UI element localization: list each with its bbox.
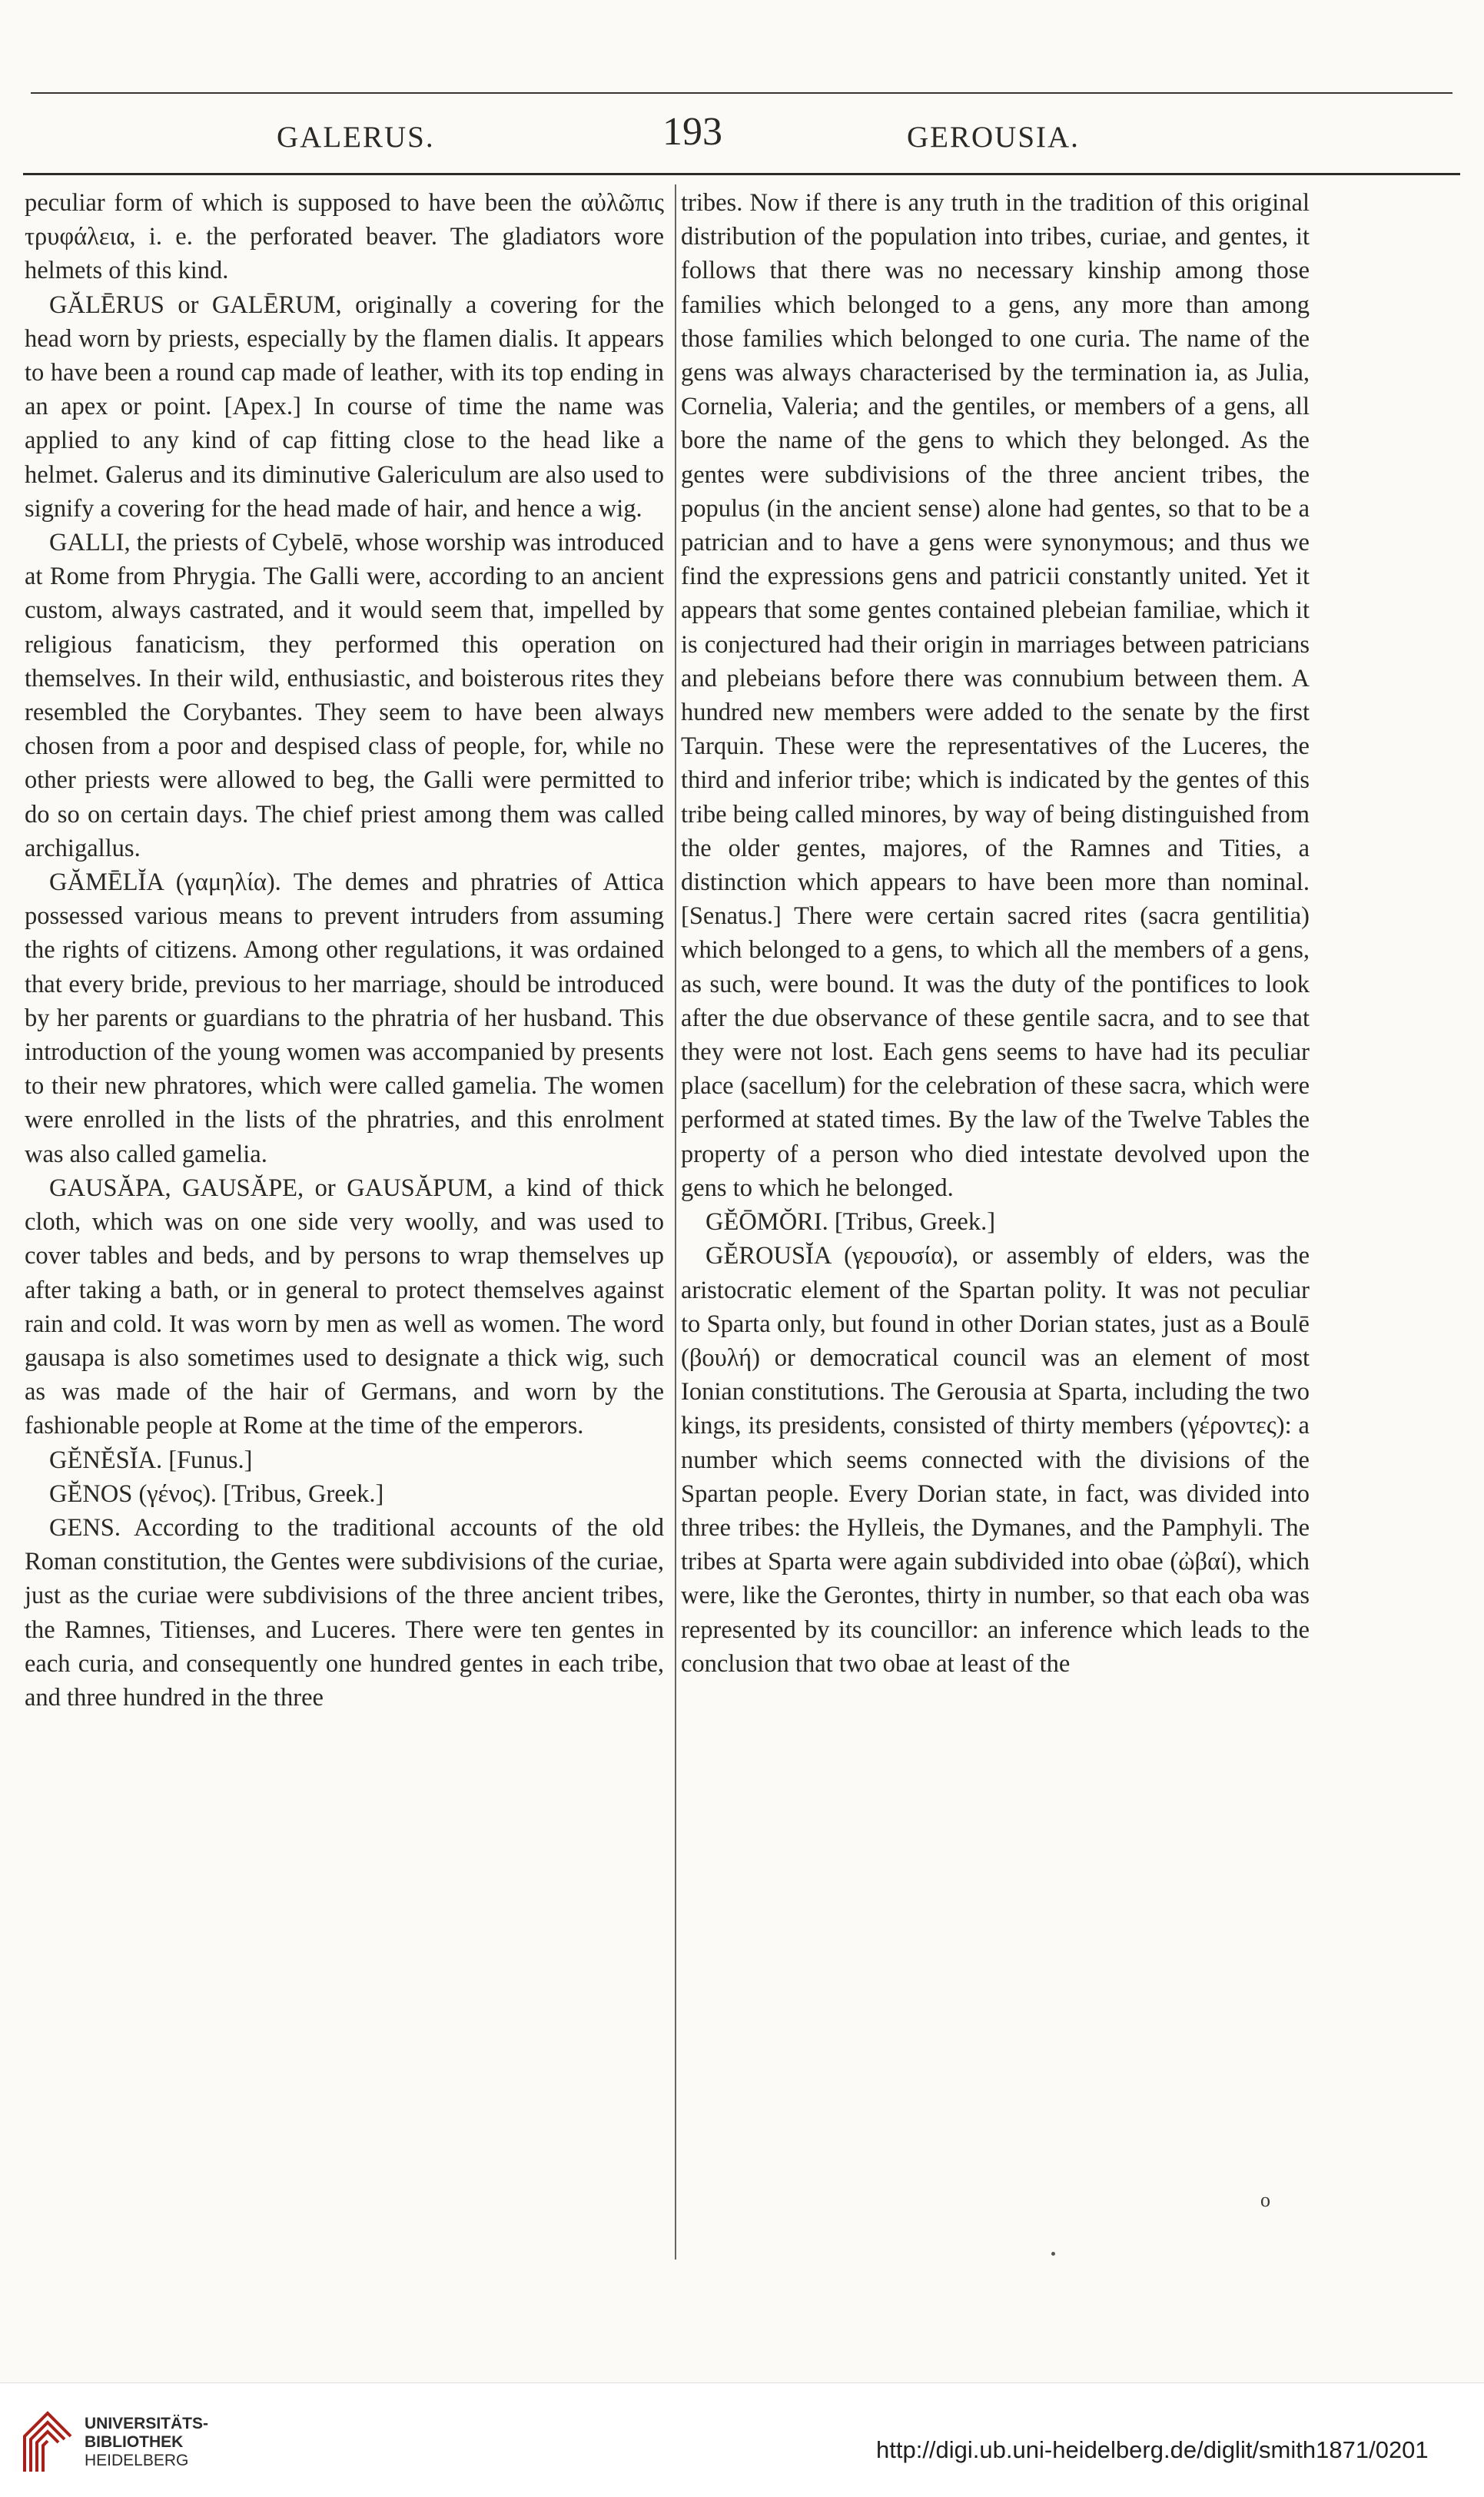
header-left-word: GALERUS.	[277, 121, 435, 154]
logo-line-1: UNIVERSITÄTS-	[85, 2415, 209, 2432]
source-url-link[interactable]: http://digi.ub.uni-heidelberg.de/diglit/smith1871/0201	[876, 2436, 1429, 2463]
logo-line-2: BIBLIOTHEK	[85, 2433, 184, 2451]
paragraph: peculiar form of which is supposed to have been the αὐλῶπις τρυφάλεια, i. e. the perforated beaver. The gladiators wore helmets of this kind.	[25, 189, 664, 285]
entry-galli: GALLI, the priests of Cybelē, whose worship was introduced at Rome from Phrygia. The Galli were, according to an ancient custom, always castrated, and it would seem that, impelled by religious fanaticism, they performed this operation on themselves. In their wild, enthusiastic, and boisterous rites they resembled the Corybantes. They seem to have been always chosen from a poor and despised class of people, for, while no other priests were allowed to beg, the Galli were permitted to do so on certain days. The chief priest among them was called archigallus.	[25, 529, 664, 862]
entry-galerus: GĂLĒRUS or GALĒRUM, originally a covering for the head worn by priests, especially by the flamen dialis. It appears to have been a round cap made of leather, with its top ending in an apex or point. [Apex.] In course of time the name was applied to any kind of cap fitting close to the head like a helmet. Galerus and its diminutive Galericulum are also used to signify a covering for the head made of hair, and hence a wig.	[25, 291, 664, 523]
right-column	[681, 186, 1310, 1681]
signature-mark: o	[1260, 2189, 1270, 2211]
entry-gerousia: GĔROUSĬA (γερουσία), or assembly of elders, was the aristocratic element of the Spartan polity. It was not peculiar to Sparta only, but found in other Dorian states, just as a Boulē (βουλή) or democratical council was an element of most Ionian constitutions. The Gerousia at Sparta, including the two kings, its presidents, consisted of thirty members (γέροντες): a number which seems connected with the divisions of the Spartan people. Every Dorian state, in fact, was divided into three tribes: the Hylleis, the Dymanes, and the Pamphyli. The tribes at Sparta were again subdivided into obae (ὠβαί), which were, like the Gerontes, thirty in number, so that each oba was represented by its councillor: an inference which leads to the conclusion that two obae at least of the	[681, 1242, 1310, 1678]
paragraph-gens-continued: tribes. Now if there is any truth in the tradition of this original distribution of the population into tribes, curiae, and gentes, it follows that there was no necessary kinship among those families which belonged to a gens, any more than among those families which belonged to one curia. The name of the gens was always characterised by the termination ia, as Julia, Cornelia, Valeria; and the gentiles, or members of a gens, all bore the name of the gens to which they belonged. As the gentes were subdivisions of the three ancient tribes, the populus (in the ancient sense) alone had gentes, so that to be a patrician and to have a gens were synonymous; and thus we find the expressions gens and patricii constantly united. Yet it appears that some gentes contained plebeian familiae, which it is conjectured had their origin in marriages between patricians and plebeians before there was connubium between them. A hundred new members were added to the senate by the first Tarquin. These were the representatives of the Luceres, the third and inferior tribe; which is indicated by the gentes of this tribe being called minores, by way of being distinguished from the older gentes, majores, of the Ramnes and Tities, a distinction which appears to have been more than nominal. [Senatus.] There were certain sacred rites (sacra gentilitia) which belonged to a gens, to which all the members of a gens, as such, were bound. It was the duty of the pontifices to look after the due observance of these gentile sacra, and to see that they were not lost. Each gens seems to have had its peculiar place (sacellum) for the celebration of these sacra, which were performed at stated times. By the law of the Twelve Tables the property of a person who died intestate devolved upon the gens to which he belonged.	[681, 189, 1310, 1202]
entry-gausapa: GAUSĂPA, GAUSĂPE, or GAUSĂPUM, a kind of thick cloth, which was on one side very woolly, and was used to cover tables and beds, and by persons to wrap themselves up after taking a bath, or in general to protect themselves against rain and cold. It was worn by men as well as women. The word gausapa is also sometimes used to designate a thick wig, such as was made of the hair of Germans, and worn by the fashionable people at Rome at the time of the emperors.	[25, 1174, 664, 1440]
entry-gamelia: GĂMĒLĬA (γαμηλία). The demes and phratries of Attica possessed various means to prevent intruders from assuming the rights of citizens. Among other regulations, it was ordained that every bride, previous to her marriage, should be introduced by her parents or guardians to the phratria of her husband. This introduction of the young women was accompanied by presents to their new phratores, which were called gamelia. The women were enrolled in the lists of the phratries, and this enrolment was also called gamelia.	[25, 868, 664, 1168]
ink-dot	[1051, 2252, 1055, 2256]
entry-genos: GĔNOS (γένος). [Tribus, Greek.]	[49, 1479, 384, 1508]
running-header	[31, 109, 1452, 163]
entry-genesia: GĔNĔSĬA. [Funus.]	[49, 1446, 253, 1474]
header-right-word: GEROUSIA.	[907, 121, 1080, 154]
logo-line-3: HEIDELBERG	[85, 2452, 189, 2469]
page-number: 193	[662, 110, 722, 154]
library-logo-text	[85, 2415, 208, 2470]
library-logo-icon	[17, 2406, 78, 2476]
entry-gens: GENS. According to the traditional accounts of the old Roman constitution, the Gentes were subdivisions of the curiae, just as the curiae were subdivisions of the three ancient tribes, the Ramnes, Titienses, and Luceres. There were ten gentes in each curia, and consequently one hundred gentes in each tribe, and three hundred in the three	[25, 1513, 664, 1712]
header-rule	[23, 173, 1460, 175]
column-divider	[675, 184, 676, 2260]
entry-geomori: GĔŌMŎRI. [Tribus, Greek.]	[705, 1208, 996, 1237]
left-column	[25, 186, 664, 1715]
top-rule	[31, 92, 1452, 94]
